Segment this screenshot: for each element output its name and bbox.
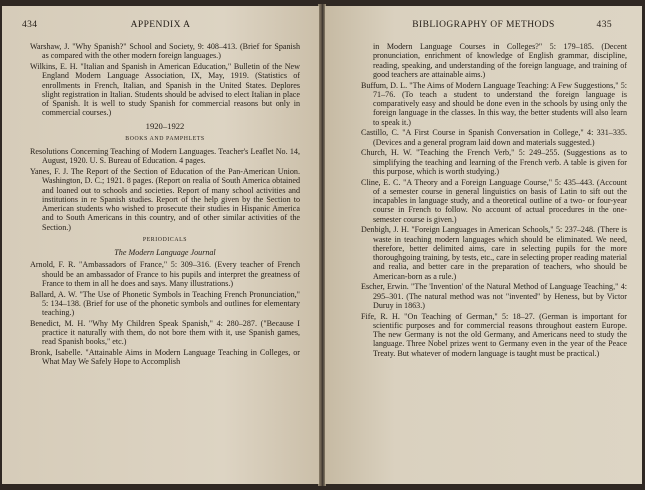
left-page bbox=[2, 6, 319, 484]
year-heading: 1920–1922 bbox=[145, 120, 185, 131]
bib-entry: Buffum, D. L. "The Aims of Modern Language Teaching: A Few Suggestions," 5: 71–76. (To teach a student to understand the foreign language is comparatively easy and should be done even in the schools by using only the foreign language in the classes. In this way, the better students will also learn to speak it.) bbox=[361, 80, 627, 127]
section-heading: PERIODICALS bbox=[142, 236, 188, 243]
bib-entry: Benedict, M. H. "Why My Children Speak Spanish," 4: 280–287. ("Because I practice it naturally with them, do not bore them with it, use Spanish games, read Spanish books," etc.) bbox=[30, 318, 300, 347]
bib-entry: Church, H. W. "Teaching the French Verb," 5: 249–255. (Suggestions as to simplifying the teaching and learning of the French verb. A table is given for this purpose, which is worth studying.) bbox=[361, 148, 627, 176]
page-number: 435 bbox=[596, 20, 612, 30]
bib-entry: Wilkins, E. H. "Italian and Spanish in American Education," Bulletin of the New England Modern Language Association, IX, May, 1919. (Statistics of enrollments in French, Italian, and Spanish in the United States. Deplores slight registration in Italian. Students should be advised to elect Italian in place of Spanish. It is well to study Spanish for commercial reasons but only in commercial courses.) bbox=[30, 62, 300, 118]
section-heading: BOOKS AND PAMPHLETS bbox=[125, 135, 205, 142]
left-column bbox=[30, 42, 300, 368]
running-head: BIBLIOGRAPHY OF METHODS bbox=[412, 20, 555, 30]
running-head: APPENDIX A bbox=[130, 20, 191, 30]
page-number: 434 bbox=[22, 20, 38, 30]
bib-entry: Escher, Erwin. "The 'Invention' of the Natural Method of Language Teaching," 4: 295–301. (The natural method was not "invented" by Heness, but by Victor Duruy in 1863.) bbox=[361, 282, 627, 310]
right-page bbox=[325, 6, 642, 484]
bib-entry: Arnold, F. R. "Ambassadors of France," 5: 309–316. (Every teacher of French should be an ambassador of France to his pupils and interpret the greatness of France to them in all he does and says. Many illustrations.) bbox=[30, 260, 300, 288]
bib-entry: Denbigh, J. H. "Foreign Languages in American Schools," 5: 237–248. (There is waste in teaching modern languages which should be eliminated. We need, therefore, better delimited aims, care in selecting pupils for the more thoroughgoing training, by tests, etc., care in selecting proper reading material and realia, and better care in the preparation of teachers, who should be American-born as a rule.) bbox=[361, 225, 627, 281]
bib-entry: Cline, E. C. "A Theory and a Foreign Language Course," 5: 435–443. (Account of a semester course in general linguistics on basis of Latin to sift out the incapables in language study, and a theoretical outline of a two- or four-year course in French to follow. No account of actual procedures in the one-semester course is given.) bbox=[361, 177, 627, 224]
bib-entry: Castillo, C. "A First Course in Spanish Conversation in College," 4: 331–335. (Devices and a general program laid down and materials suggested.) bbox=[361, 128, 627, 147]
bib-entry: Yanes, F. J. The Report of the Section of Education of the Pan-American Union. Washington, D. C.; 1921. 8 pages. (Report on realia of South America obtained and loaned out to schools and societies. Report of many school activities and institutions in re Spanish studies. Report of the help given by the Section to American students who wished to prosecute their studies in Hispanic America and to South Americans in this country, and of other similar activities of the Section.) bbox=[30, 167, 300, 232]
bib-entry: in Modern Language Courses in Colleges?" 5: 179–185. (Decent pronunciation, enrichment of knowledge of English grammar, discipline, reading, speaking, and understanding of the foreign language, and training of good teachers are attainable aims.) bbox=[373, 42, 627, 79]
bib-entry: Fife, R. H. "On Teaching of German," 5: 18–27. (German is important for scientific purposes and for commercial reasons throughout eastern Europe. The new Germany is not the old Germany, and Americans need to study the language. Three Nobel prizes went to Germany even in the year of the Peace Treaty. But whatever of modern language is taught must be practical.) bbox=[361, 311, 627, 358]
bib-entry: Ballard, A. W. "The Use of Phonetic Symbols in Teaching French Pronunciation," 5: 134–138. (Brief for use of the phonetic symbols and outlines for elementary teaching.) bbox=[30, 289, 300, 317]
journal-heading: The Modern Language Journal bbox=[114, 248, 216, 257]
bib-entry: Warshaw, J. "Why Spanish?" School and Society, 9: 408–413. (Brief for Spanish as compared with the other modern foreign languages.) bbox=[30, 42, 300, 61]
bib-entry: Resolutions Concerning Teaching of Modern Languages. Teacher's Leaflet No. 14, August, 1920. U. S. Bureau of Education. 4 pages. bbox=[30, 147, 300, 166]
right-column bbox=[361, 42, 627, 359]
bib-entry: Bronk, Isabelle. "Attainable Aims in Modern Language Teaching in Colleges, or What May We Safely Hope to Accomplish bbox=[30, 348, 300, 367]
